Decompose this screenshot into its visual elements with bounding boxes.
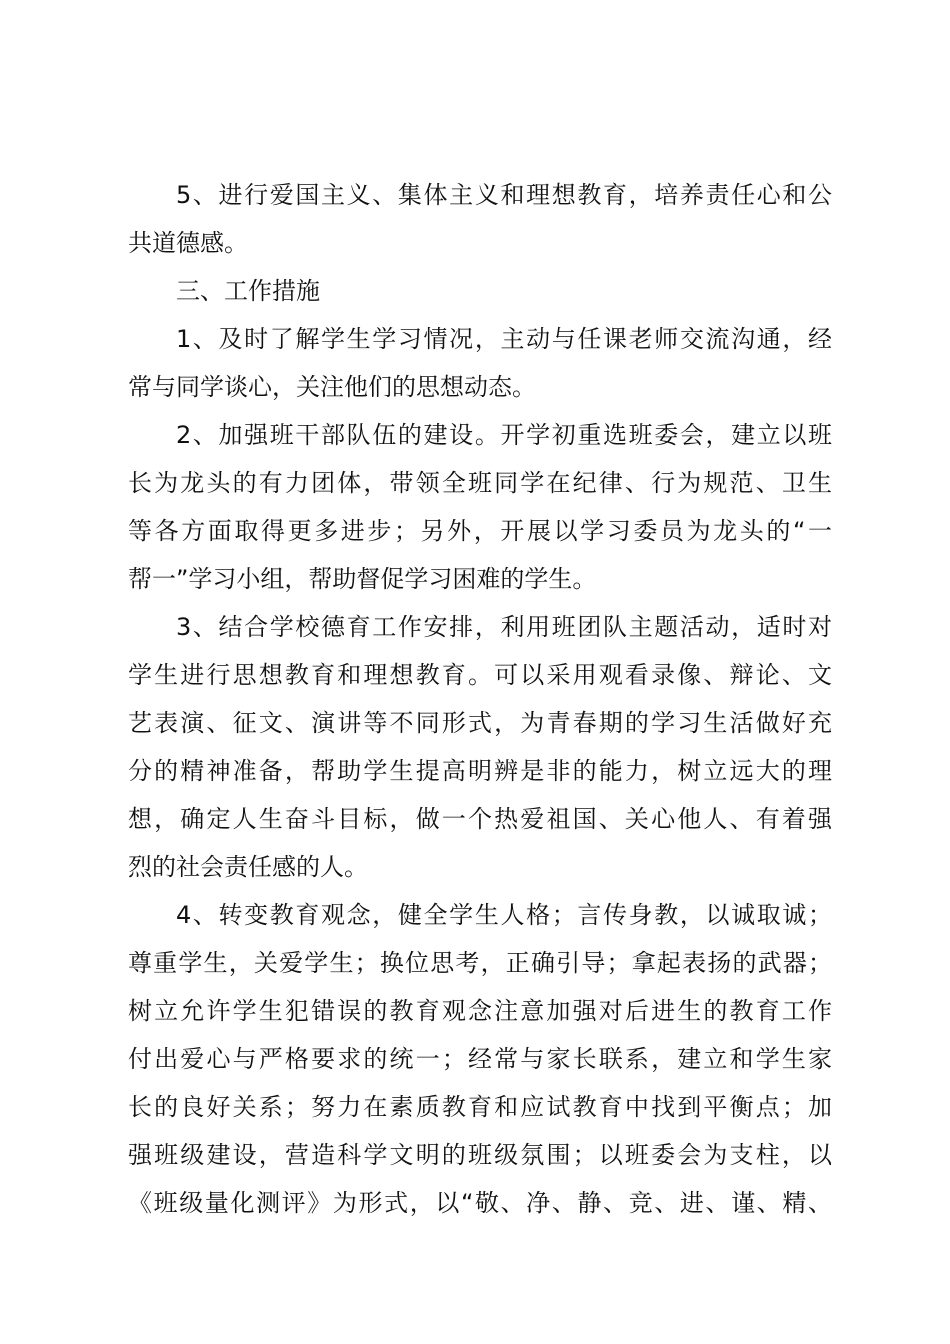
measure-4-line-1: 4、转变教育观念，健全学生人格；言传身教，以诚取诚； (176, 901, 832, 929)
measure-2-line-2: 长为龙头的有力团体，带领全班同学在纪律、行为规范、卫生 (128, 469, 832, 497)
paragraph-5-line-2: 共道德感。 (128, 229, 248, 257)
document-body (128, 171, 832, 1227)
measure-4-line-7: 《班级量化测评》为形式，以“敬、净、静、竞、进、谨、精、 (128, 1189, 832, 1217)
measure-4-line-6: 强班级建设，营造科学文明的班级氛围；以班委会为支柱，以 (128, 1141, 832, 1169)
measure-4-line-4: 付出爱心与严格要求的统一；经常与家长联系，建立和学生家 (128, 1045, 832, 1073)
measure-2-line-4: 帮一”学习小组，帮助督促学习困难的学生。 (128, 565, 597, 593)
measure-1-line-1: 1、及时了解学生学习情况，主动与任课老师交流沟通，经 (176, 325, 832, 353)
measure-3-line-2: 学生进行思想教育和理想教育。可以采用观看录像、辩论、文 (128, 661, 832, 689)
measure-3-line-1: 3、结合学校德育工作安排，利用班团队主题活动，适时对 (176, 613, 832, 641)
measure-1-line-2: 常与同学谈心，关注他们的思想动态。 (128, 373, 536, 401)
measure-3-line-3: 艺表演、征文、演讲等不同形式，为青春期的学习生活做好充 (128, 709, 832, 737)
measure-2-line-3: 等各方面取得更多进步；另外，开展以学习委员为龙头的“一 (128, 517, 832, 545)
paragraph-5-line-1: 5、进行爱国主义、集体主义和理想教育，培养责任心和公 (176, 181, 832, 209)
measure-4-line-2: 尊重学生，关爱学生；换位思考，正确引导；拿起表扬的武器； (128, 949, 832, 977)
measure-3-line-4: 分的精神准备，帮助学生提高明辨是非的能力，树立远大的理 (128, 757, 832, 785)
measure-2-line-1: 2、加强班干部队伍的建设。开学初重选班委会，建立以班 (176, 421, 832, 449)
measure-4-line-3: 树立允许学生犯错误的教育观念注意加强对后进生的教育工作 (128, 997, 832, 1025)
measure-3-line-6: 烈的社会责任感的人。 (128, 853, 368, 881)
measure-3-line-5: 想，确定人生奋斗目标，做一个热爱祖国、关心他人、有着强 (128, 805, 832, 833)
measure-4-line-5: 长的良好关系；努力在素质教育和应试教育中找到平衡点；加 (128, 1093, 832, 1121)
section-heading-work-measures: 三、工作措施 (176, 277, 320, 305)
